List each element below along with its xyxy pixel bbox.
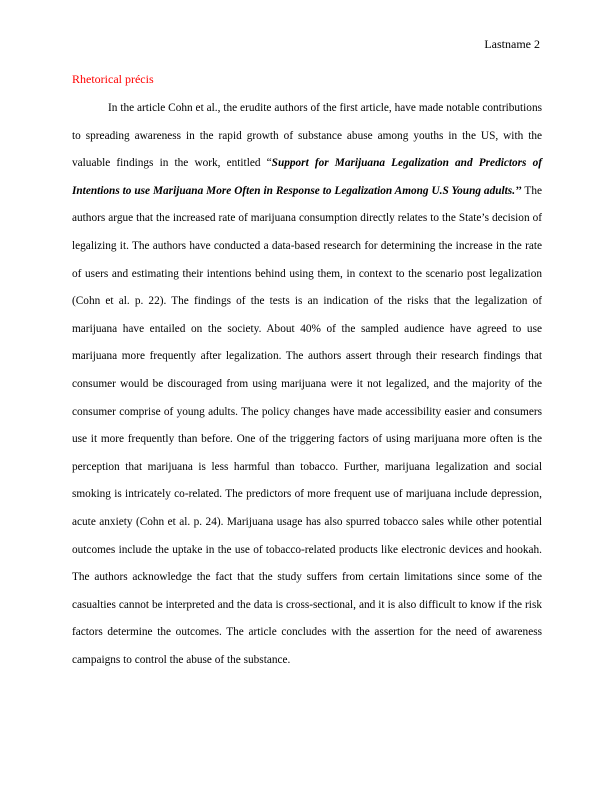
paragraph-body: The authors argue that the increased rate of marijuana consumption directly relates to the State’s decision of legalizing it. The authors have conducted a data-based research for determining the increase in the rate of users and estimating their intentions behind using them, in context to the scenario post legalization (Cohn et al. p. 22). The findings of the tests is an indication of the risks that the legalization of marijuana have entailed on the society. About 40% of the sampled audience have agreed to use marijuana more frequently after legalization. The authors assert through their research findings that consumer would be discouraged from using marijuana were it not legalized, and the majority of the consumer comprise of young adults. The policy changes have made accessibility easier and consumers use it more frequently than before. One of the triggering factors of using marijuana more often is the perception that marijuana is less harmful than tobacco. Further, marijuana legalization and social smoking is intricately co-related. The predictors of more frequent use of marijuana include depression, acute anxiety (Cohn et al. p. 24). Marijuana usage has also spurred tobacco sales while other potential outcomes include the uptake in the use of tobacco-related products like electronic devices and hookah. The authors acknowledge the fact that the study suffers from certain limitations since some of the casualties cannot be interpreted and the data is cross-sectional, and it is also difficult to know if the risk factors determine the outcomes. The article concludes with the assertion for the need of awareness campaigns to control the abuse of the substance. — [72, 184, 542, 666]
paragraph-intro: In the article Cohn et al., the erudite authors of the first article, have made notable contributions to spreading awareness in the rapid growth of substance abuse among youths in the US, with the valuable findings in the work, entitled “ — [72, 102, 542, 170]
article-title: Support for Marijuana Legalization and Predictors of Intentions to use Marijuana More Often in Response to Legalization Among U.S Young adults.’’ — [72, 157, 542, 197]
section-heading: Rhetorical précis — [72, 72, 154, 86]
body-paragraph — [72, 95, 542, 674]
running-head: Lastname 2 — [484, 37, 540, 51]
